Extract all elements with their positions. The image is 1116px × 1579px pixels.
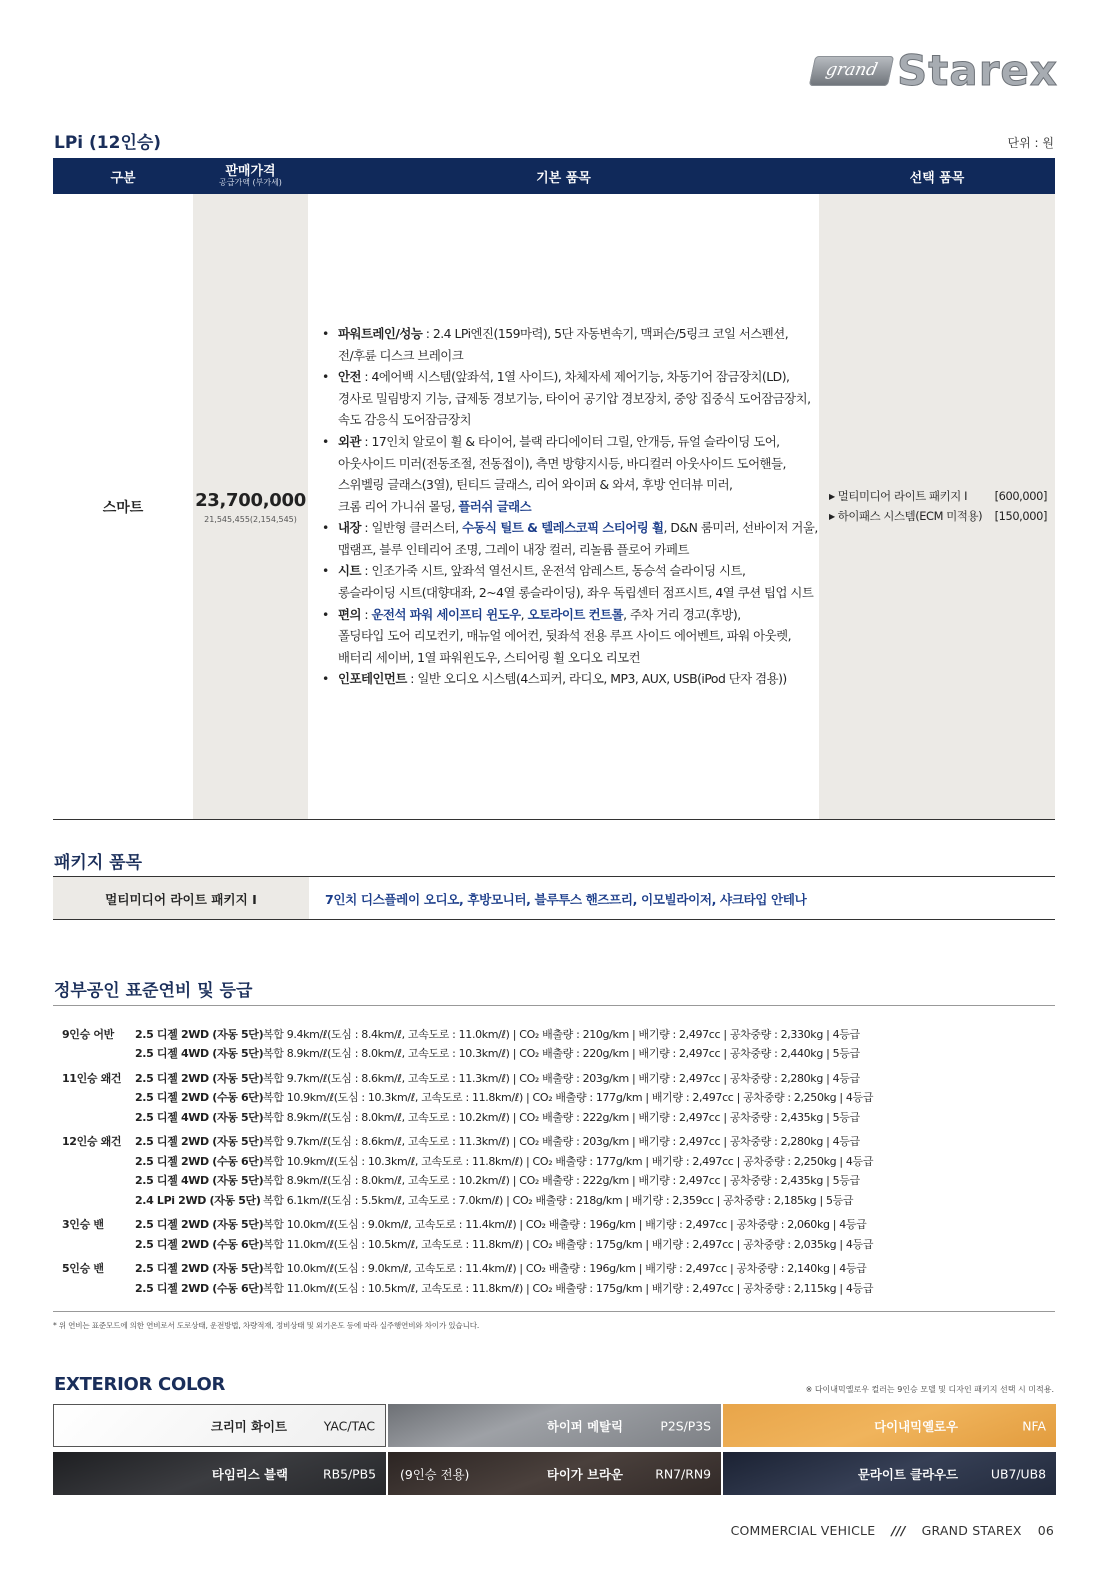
basic-features-list [316,323,819,690]
fuel-engine: 2.5 디젤 2WD (수동 6단) [135,1281,264,1295]
package-name: 멀티미디어 라이트 패키지 Ⅰ [53,877,309,919]
color-code: NFA [1022,1418,1046,1433]
fuel-row [62,1278,1052,1298]
exterior-color-note: ※ 다이내믹옐로우 컬러는 9인승 모델 및 디자인 패키지 선택 시 미적용. [805,1385,1054,1394]
highlight-text: 수동식 틸트 & 텔레스코픽 스티어링 휠 [462,520,664,536]
feature-text: 경사로 밀림방지 기능, 급제동 경보기능, 타이어 공기압 경보장치, 중앙 집중식 도어잠금장치, [338,390,811,406]
fuel-spec: 복합 9.7km/ℓ(도심 : 8.6km/ℓ, 고속도로 : 11.3km/ℓ) | CO₂ 배출량 : 203g/km | 배기량 : 2,497cc | 공차중량 : 2,280kg | 4등급 [263,1135,860,1149]
option-name-text: 멀티미디어 라이트 패키지 Ⅰ [837,488,968,503]
header-price-sub: 공급가액 (부가세) [219,177,282,187]
page-footer [731,1523,1054,1538]
feature-text: , 주차 거리 경고(후방), [623,606,741,622]
feature-text: 폴딩타입 도어 리모컨키, 매뉴얼 에어컨, 뒷좌석 전용 루프 사이드 에어벤트, 파워 아웃렛, [338,628,792,644]
feature-text: 롱슬라이딩 시트(대향대좌, 2~4열 롱슬라이딩), 좌우 독립센터 점프시트, 4열 쿠션 팁업 시트 [338,585,814,601]
price-table [53,158,1055,820]
feature-label: 외관 [338,433,361,449]
page-number: 06 [1037,1523,1054,1538]
fuel-row [62,1234,1052,1254]
footer-separator: /// [891,1523,906,1538]
feature-item [316,668,819,690]
feature-text: 크롬 리어 가니쉬 몰딩, [338,498,459,514]
feature-label: 시트 [338,563,361,579]
color-swatch [388,1452,721,1495]
fuel-spec: 복합 9.7km/ℓ(도심 : 8.6km/ℓ, 고속도로 : 11.3km/ℓ) | CO₂ 배출량 : 203g/km | 배기량 : 2,497cc | 공차중량 : 2,280kg | 4등급 [263,1071,860,1085]
feature-text: 전/후륜 디스크 브레이크 [338,347,464,363]
fuel-engine: 2.5 디젤 4WD (자동 5단) [135,1047,264,1061]
fuel-row [62,1068,1052,1088]
options-cell [819,194,1055,819]
fuel-engine: 2.4 LPi 2WD (자동 5단) [135,1193,261,1207]
fuel-engine: 2.5 디젤 2WD (자동 5단) [135,1027,264,1041]
fuel-row [62,1214,1052,1234]
option-price: [150,000] [994,508,1047,523]
fuel-model: 11인승 왜건 [62,1071,122,1085]
price-supply-value: 21,545,455(2,154,545) [204,514,297,524]
color-swatch [388,1404,721,1447]
fuel-bottom-rule [53,1311,1055,1312]
color-code: UB7/UB8 [990,1466,1046,1481]
feature-text: 속도 감응식 도어잠금장치 [338,412,472,428]
color-name: 다이내믹옐로우 [874,1418,958,1434]
highlight-text: 운전석 파워 세이프티 윈도우 [371,606,521,622]
option-name [829,507,982,527]
option-item [829,507,1047,527]
color-name: 타이가 브라운 [546,1466,623,1482]
price-value: 23,700,000 [195,489,306,511]
logo-grand-badge: grand [809,56,894,86]
fuel-top-rule [53,1005,1055,1006]
option-name [829,487,967,507]
feature-label: 편의 [338,606,361,622]
color-name: 문라이트 클라우드 [857,1466,958,1482]
fuel-engine: 2.5 디젤 4WD (자동 5단) [135,1174,264,1188]
fuel-row [62,1131,1052,1151]
feature-item [316,604,819,669]
package-table [53,876,1055,920]
option-price: [600,000] [994,488,1047,503]
trim-name [53,194,193,819]
fuel-model: 5인승 밴 [62,1262,104,1276]
highlight-text: 오토라이트 컨트롤 [527,606,624,622]
color-swatch [53,1404,386,1447]
unit-label: 단위 : 원 [1007,136,1054,150]
fuel-engine: 2.5 디젤 2WD (자동 5단) [135,1262,264,1276]
fuel-spec: 복합 10.0km/ℓ(도심 : 9.0km/ℓ, 고속도로 : 11.4km/ℓ) | CO₂ 배출량 : 196g/km | 배기량 : 2,497cc | 공차중량 : 2,060kg | 4등급 [263,1218,867,1232]
trim-name-text: 스마트 [102,499,144,516]
fuel-spec: 복합 9.4km/ℓ(도심 : 8.4km/ℓ, 고속도로 : 11.0km/ℓ) | CO₂ 배출량 : 210g/km | 배기량 : 2,497cc | 공차중량 : 2,330kg | 4등급 [263,1027,860,1041]
footer-grand-starex: GRAND STAREX [921,1523,1022,1538]
option-name-text: 하이패스 시스템(ECM 미적용) [837,508,983,523]
fuel-row [62,1044,1052,1064]
option-item [829,487,1047,507]
package-items: 7인치 디스플레이 오디오, 후방모니터, 블루투스 핸즈프리, 이모빌라이저, 샤크타입 안테나 [325,891,807,907]
feature-text: : 일반형 클러스터, [360,520,463,536]
fuel-section-title: 정부공인 표준연비 및 등급 [54,981,253,1001]
feature-text: 아웃사이드 미러(전동조절, 전동접이), 측면 방향지시등, 바디컬러 아웃사이드 도어핸들, [338,455,786,471]
color-code: RN7/RN9 [655,1466,711,1481]
feature-text: : [360,606,372,622]
fuel-row [62,1087,1052,1107]
feature-label: 인포테인먼트 [338,671,407,687]
color-swatch [53,1452,386,1495]
fuel-model: 3인승 밴 [62,1218,104,1232]
footer-commercial-vehicle: COMMERCIAL VEHICLE [730,1523,876,1538]
fuel-spec: 복합 10.9km/ℓ(도심 : 10.3km/ℓ, 고속도로 : 11.8km/ℓ) | CO₂ 배출량 : 177g/km | 배기량 : 2,497cc | 공차중량 : 2,250kg | 4등급 [263,1154,874,1168]
color-swatches [53,1404,1056,1495]
feature-text: 스위벨링 글래스(3열), 틴티드 글래스, 리어 와이퍼 & 와셔, 후방 언더뷰 미러, [338,477,733,493]
fuel-row [62,1171,1052,1191]
header-category: 구분 [110,170,136,186]
header-price [193,165,308,187]
fuel-spec: 복합 10.0km/ℓ(도심 : 9.0km/ℓ, 고속도로 : 11.4km/ℓ) | CO₂ 배출량 : 196g/km | 배기량 : 2,497cc | 공차중량 : 2,140kg | 4등급 [263,1262,867,1276]
fuel-row [62,1258,1052,1278]
fuel-engine: 2.5 디젤 2WD (자동 5단) [135,1135,264,1149]
feature-text: : 17인치 알로이 휠 & 타이어, 블랙 라디에이터 그릴, 안개등, 듀얼 슬라이딩 도어, [360,433,780,449]
feature-item [316,560,819,603]
fuel-model: 12인승 왜건 [62,1135,122,1149]
fuel-engine: 2.5 디젤 2WD (수동 6단) [135,1154,264,1168]
color-swatch [723,1452,1056,1495]
feature-item [316,323,819,366]
fuel-footnote: * 위 연비는 표준모드에 의한 연비로서 도로상태, 운전방법, 차량적재, 정비상태 및 외기온도 등에 따라 실주행연비와 차이가 있습니다. [53,1321,480,1330]
feature-item [316,517,819,560]
price-table-row [53,194,1055,820]
logo-starex-wordmark: Starex [897,46,1058,95]
fuel-engine: 2.5 디젤 2WD (자동 5단) [135,1218,264,1232]
grand-starex-logo [812,48,1058,94]
feature-text: : 인조가죽 시트, 앞좌석 열선시트, 운전석 암레스트, 동승석 슬라이딩 시트, [360,563,746,579]
fuel-row [62,1190,1052,1210]
color-name: 하이퍼 메탈릭 [546,1418,623,1434]
color-code: YAC/TAC [323,1418,375,1433]
fuel-model: 9인승 어반 [62,1027,114,1041]
fuel-spec: 복합 10.9km/ℓ(도심 : 10.3km/ℓ, 고속도로 : 11.8km/ℓ) | CO₂ 배출량 : 177g/km | 배기량 : 2,497cc | 공차중량 : 2,250kg | 4등급 [263,1091,874,1105]
header-basic: 기본 품목 [536,170,591,186]
color-code: RB5/PB5 [322,1466,376,1481]
header-price-label: 판매가격 [225,163,276,179]
fuel-row [62,1024,1052,1044]
feature-text: : 4에어백 시스템(앞좌석, 1열 사이드), 차체자세 제어기능, 차동기어 잠금장치(LD), [360,369,790,385]
fuel-spec: 복합 8.9km/ℓ(도심 : 8.0km/ℓ, 고속도로 : 10.3km/ℓ) | CO₂ 배출량 : 220g/km | 배기량 : 2,497cc | 공차중량 : 2,440kg | 5등급 [263,1047,860,1061]
feature-label: 파워트레인/성능 [338,325,423,341]
exterior-color-title: EXTERIOR COLOR [54,1374,226,1395]
fuel-spec: 복합 11.0km/ℓ(도심 : 10.5km/ℓ, 고속도로 : 11.8km/ℓ) | CO₂ 배출량 : 175g/km | 배기량 : 2,497cc | 공차중량 : 2,115kg | 4등급 [263,1281,874,1295]
basic-features-cell [308,194,819,819]
fuel-spec: 복합 8.9km/ℓ(도심 : 8.0km/ℓ, 고속도로 : 10.2km/ℓ) | CO₂ 배출량 : 222g/km | 배기량 : 2,497cc | 공차중량 : 2,435kg | 5등급 [263,1174,860,1188]
feature-label: 안전 [338,369,361,385]
fuel-engine: 2.5 디젤 4WD (자동 5단) [135,1110,264,1124]
feature-text: , [520,606,528,622]
header-option: 선택 품목 [909,170,965,186]
color-note: (9인승 전용) [400,1466,470,1482]
lpi-section-title: LPi (12인승) [54,133,162,153]
color-code: P2S/P3S [660,1418,711,1433]
feature-label: 내장 [338,520,361,536]
feature-item [316,366,819,431]
fuel-row [62,1107,1052,1127]
triangle-right-icon: ▶ [829,491,835,501]
fuel-engine: 2.5 디젤 2WD (수동 6단) [135,1237,264,1251]
feature-text: : 2.4 LPi엔진(159마력), 5단 자동변속기, 맥퍼슨/5링크 코일 서스펜션, [422,325,789,341]
color-name: 타임리스 블랙 [211,1466,288,1482]
highlight-text: 플러쉬 글래스 [458,498,532,514]
price-cell [193,194,308,819]
fuel-spec: 복합 6.1km/ℓ(도심 : 5.5km/ℓ, 고속도로 : 7.0km/ℓ) | CO₂ 배출량 : 218g/km | 배기량 : 2,359cc | 공차중량 : 2,185kg | 5등급 [263,1193,854,1207]
feature-text: 맵램프, 블루 인테리어 조명, 그레이 내장 컬러, 리놀륨 플로어 카페트 [338,541,689,557]
feature-text: 배터리 세이버, 1열 파워윈도우, 스티어링 휠 오디오 리모컨 [338,649,641,665]
package-section-title: 패키지 품목 [54,853,143,873]
color-swatch [723,1404,1056,1447]
fuel-engine: 2.5 디젤 2WD (수동 6단) [135,1091,264,1105]
feature-text: , D&N 룸미러, 선바이저 거울, [663,520,818,536]
fuel-spec: 복합 8.9km/ℓ(도심 : 8.0km/ℓ, 고속도로 : 10.2km/ℓ) | CO₂ 배출량 : 222g/km | 배기량 : 2,497cc | 공차중량 : 2,435kg | 5등급 [263,1110,860,1124]
fuel-spec: 복합 11.0km/ℓ(도심 : 10.5km/ℓ, 고속도로 : 11.8km/ℓ) | CO₂ 배출량 : 175g/km | 배기량 : 2,497cc | 공차중량 : 2,035kg | 4등급 [263,1237,874,1251]
price-table-header [53,158,1055,194]
fuel-row [62,1151,1052,1171]
fuel-economy-table [62,1024,1052,1297]
triangle-right-icon: ▶ [829,511,835,521]
feature-item [316,431,819,517]
fuel-engine: 2.5 디젤 2WD (자동 5단) [135,1071,264,1085]
feature-text: : 일반 오디오 시스템(4스피커, 라디오, MP3, AUX, USB(iPod 단자 겸용)) [406,671,787,687]
color-name: 크리미 화이트 [210,1418,287,1434]
